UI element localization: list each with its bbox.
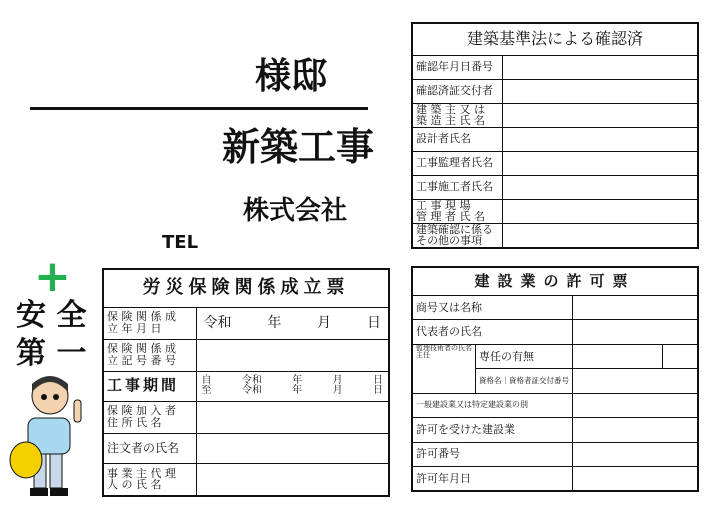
kenchiku-value-cell bbox=[502, 151, 698, 175]
green-plus-icon: + bbox=[34, 251, 71, 302]
kenchiku-board bbox=[411, 22, 699, 249]
kensetsu-value-cell bbox=[573, 466, 699, 491]
rosai-title: 労災保険関係成立票 bbox=[103, 269, 389, 307]
kyoka-date-label: 許可年月日 bbox=[412, 466, 573, 491]
kenchiku-row-label: 確認年月日番号 bbox=[412, 55, 502, 79]
kenchiku-value-cell bbox=[502, 175, 698, 199]
kensetsu-board bbox=[411, 266, 699, 492]
rosai-value-cell bbox=[196, 433, 389, 463]
tel-label: TEL bbox=[162, 232, 199, 253]
shogo-label: 商号又は名称 bbox=[412, 296, 573, 320]
kenchiku-row-label: 工 事 現 場 管 理 者 氏 名 bbox=[412, 199, 502, 223]
safety-first-line2: 第 一 bbox=[16, 336, 87, 371]
kensetsu-value-cell bbox=[573, 320, 699, 344]
rosai-value-cell bbox=[196, 339, 389, 371]
client-name-title: 様邸 bbox=[255, 56, 328, 97]
kensetsu-value-cell bbox=[573, 369, 699, 393]
rosai-row-label: 保 険 加 入 者 住 所 氏 名 bbox=[103, 401, 196, 433]
kenchiku-value-cell bbox=[502, 199, 698, 223]
company-name: 株式会社 bbox=[243, 196, 348, 226]
ippan-label: 一般建設業又は特定建設業の別 bbox=[412, 393, 573, 417]
rosai-row-label: 注文者の氏名 bbox=[103, 433, 196, 463]
kenchiku-row-label: 工事施工者氏名 bbox=[412, 175, 502, 199]
header-divider bbox=[30, 107, 368, 110]
kenchiku-row-label: 建 築 主 又 は 築 造 主 氏 名 bbox=[412, 103, 502, 127]
kensetsu-value-cell bbox=[573, 296, 699, 320]
kensetsu-value-cell bbox=[573, 442, 699, 466]
kensetsu-title: 建設業の許可票 bbox=[412, 267, 698, 296]
kensetsu-value-cell bbox=[662, 344, 698, 368]
gijutsu-label: 監理技術者の氏名 主任 bbox=[412, 344, 476, 393]
kenchiku-row-label: 工事監理者氏名 bbox=[412, 151, 502, 175]
rosai-row-label: 保 険 関 係 成 立 年 月 日 bbox=[103, 307, 196, 339]
kenchiku-row-label: 設計者氏名 bbox=[412, 127, 502, 151]
rosai-board bbox=[102, 268, 390, 497]
shikaku-label: 資格名｜資格者証交付番号 bbox=[476, 369, 573, 393]
kenchiku-row-label: 確認済証交付者 bbox=[412, 79, 502, 103]
worker-mascot-icon bbox=[8, 370, 98, 500]
rosai-row-label: 保 険 関 係 成 立 記 号 番 号 bbox=[103, 339, 196, 371]
kenchiku-value-cell bbox=[502, 103, 698, 127]
kenchiku-title: 建築基準法による確認済 bbox=[412, 23, 698, 55]
kyoka-gyo-label: 許可を受けた建設業 bbox=[412, 418, 573, 442]
rosai-row-label: 工事期間 bbox=[103, 371, 196, 401]
kyoka-no-label: 許可番号 bbox=[412, 442, 573, 466]
rosai-row-label: 事 業 主 代 理 人 の 氏 名 bbox=[103, 463, 196, 496]
project-title: 新築工事 bbox=[222, 125, 375, 169]
construction-period-cell: 自 令和 年 月 日 至 令和 年 月 日 bbox=[196, 371, 389, 401]
rosai-value-cell bbox=[196, 401, 389, 433]
daihyo-label: 代表者の氏名 bbox=[412, 320, 573, 344]
kensetsu-value-cell bbox=[573, 393, 699, 417]
safety-first-line1: 安 全 bbox=[16, 298, 87, 333]
kenchiku-value-cell bbox=[502, 223, 698, 248]
kenchiku-value-cell bbox=[502, 55, 698, 79]
kenchiku-value-cell bbox=[502, 79, 698, 103]
rosai-date-cell: 令和 年 月 日 bbox=[196, 307, 389, 339]
sennin-label: 専任の有無 bbox=[476, 344, 573, 368]
kensetsu-value-cell bbox=[573, 344, 663, 368]
kenchiku-row-label: 建築確認に係る その他の事項 bbox=[412, 223, 502, 248]
kenchiku-value-cell bbox=[502, 127, 698, 151]
kensetsu-value-cell bbox=[573, 418, 699, 442]
rosai-value-cell bbox=[196, 463, 389, 496]
